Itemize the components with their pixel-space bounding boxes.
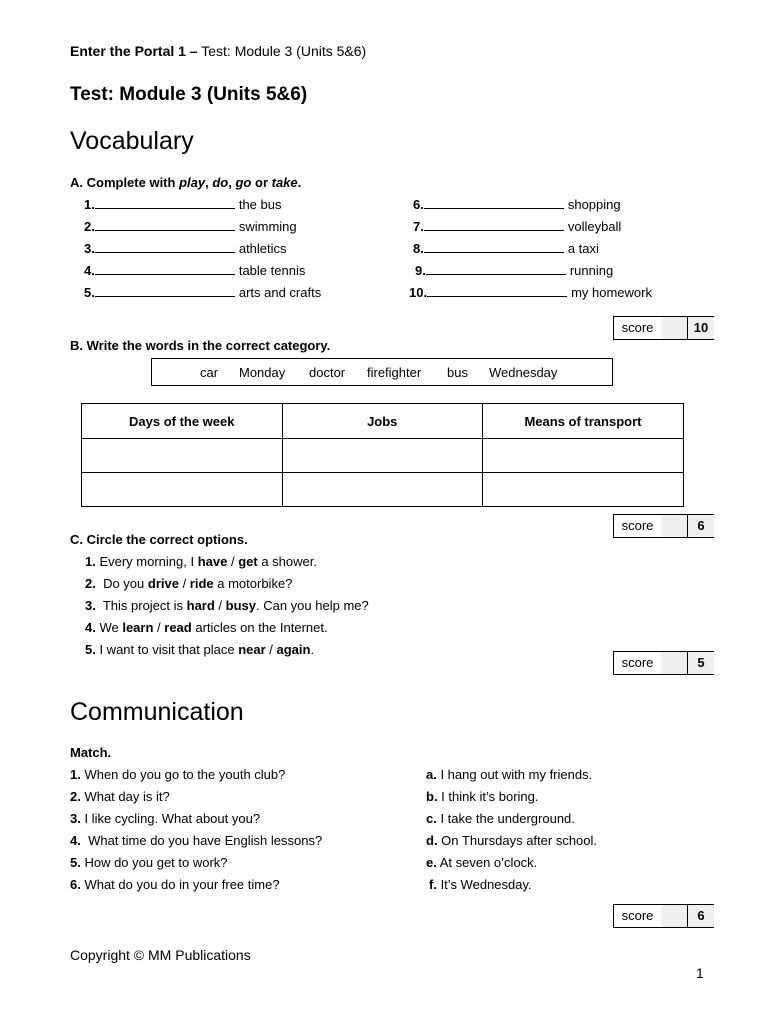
item-text: the bus bbox=[238, 197, 282, 212]
column-header: Jobs bbox=[282, 404, 482, 439]
option-a[interactable]: drive bbox=[147, 576, 179, 591]
word-item: car bbox=[200, 365, 219, 380]
question-item bbox=[70, 789, 170, 804]
part-a-item bbox=[84, 241, 287, 256]
score-label: score bbox=[614, 515, 662, 537]
score-max: 6 bbox=[688, 905, 714, 927]
item-text: swimming bbox=[238, 219, 297, 234]
item-letter: e. bbox=[426, 855, 437, 870]
score-max: 6 bbox=[688, 515, 714, 537]
option-sep: / bbox=[227, 554, 239, 569]
table-cell[interactable] bbox=[82, 473, 283, 507]
score-entry[interactable] bbox=[661, 515, 688, 537]
part-a-item bbox=[415, 263, 613, 278]
verb-play: play bbox=[179, 175, 206, 190]
item-text: . Can you help me? bbox=[256, 598, 369, 613]
part-a-item bbox=[413, 219, 621, 234]
communication-heading: Communication bbox=[70, 698, 244, 726]
item-text: my homework bbox=[571, 285, 652, 300]
answer-blank[interactable] bbox=[427, 285, 567, 297]
item-text: table tennis bbox=[238, 263, 306, 278]
table-row bbox=[82, 473, 684, 507]
part-a-item bbox=[413, 197, 621, 212]
part-a-item bbox=[84, 263, 305, 278]
part-a-item bbox=[84, 197, 282, 212]
item-letter: f. bbox=[429, 877, 437, 892]
page-title: Test: Module 3 (Units 5&6) bbox=[70, 84, 308, 105]
item-number: 6. bbox=[413, 197, 424, 212]
verb-take: take bbox=[271, 175, 298, 190]
item-number: 5. bbox=[85, 642, 96, 657]
part-c-instruction: C. Circle the correct options. bbox=[70, 532, 248, 547]
item-text: a taxi bbox=[567, 241, 599, 256]
answer-blank[interactable] bbox=[424, 219, 564, 231]
answer-blank[interactable] bbox=[95, 197, 235, 209]
category-table bbox=[81, 403, 684, 507]
option-b[interactable]: busy bbox=[225, 598, 256, 613]
word-item: bus bbox=[447, 365, 468, 380]
item-text: What time do you have English lessons? bbox=[80, 833, 323, 848]
part-a-item bbox=[413, 241, 599, 256]
copyright-notice: Copyright © MM Publications bbox=[70, 947, 251, 963]
score-entry[interactable] bbox=[661, 905, 688, 927]
option-b[interactable]: get bbox=[238, 554, 258, 569]
item-number: 3. bbox=[85, 598, 96, 613]
item-letter: d. bbox=[426, 833, 438, 848]
table-cell[interactable] bbox=[82, 439, 283, 473]
item-text: athletics bbox=[238, 241, 287, 256]
score-box-communication bbox=[613, 904, 714, 928]
sep-comma-2: , bbox=[228, 175, 232, 190]
test-label: Test: Module 3 (Units 5&6) bbox=[201, 43, 367, 59]
option-b[interactable]: ride bbox=[189, 576, 214, 591]
item-number: 2. bbox=[85, 576, 96, 591]
score-box-a bbox=[613, 316, 714, 340]
item-number: 4. bbox=[70, 833, 81, 848]
part-a-item bbox=[84, 219, 297, 234]
score-label: score bbox=[614, 905, 662, 927]
column-header: Means of transport bbox=[482, 404, 683, 439]
question-item bbox=[70, 833, 322, 848]
item-text: . bbox=[310, 642, 315, 657]
option-b[interactable]: again bbox=[276, 642, 311, 657]
item-number: 5. bbox=[70, 855, 81, 870]
item-number: 3. bbox=[84, 241, 95, 256]
item-number: 7. bbox=[413, 219, 424, 234]
answer-blank[interactable] bbox=[95, 263, 235, 275]
item-text: articles on the Internet. bbox=[191, 620, 328, 635]
answer-item bbox=[426, 855, 537, 870]
table-cell[interactable] bbox=[282, 439, 482, 473]
item-text: I take the underground. bbox=[436, 811, 575, 826]
item-number: 5. bbox=[84, 285, 95, 300]
item-text: a motorbike? bbox=[213, 576, 293, 591]
score-max: 10 bbox=[688, 317, 714, 339]
table-row bbox=[82, 439, 684, 473]
option-sep: / bbox=[214, 598, 226, 613]
part-c-item bbox=[85, 576, 292, 591]
item-text: What do you do in your free time? bbox=[80, 877, 280, 892]
option-a[interactable]: have bbox=[197, 554, 228, 569]
item-text: I want to visit that place bbox=[95, 642, 239, 657]
option-sep: / bbox=[153, 620, 165, 635]
item-text: I hang out with my friends. bbox=[436, 767, 593, 782]
option-a[interactable]: learn bbox=[122, 620, 154, 635]
match-instruction: Match. bbox=[70, 745, 112, 760]
part-c-item bbox=[85, 620, 328, 635]
question-item bbox=[70, 767, 285, 782]
vocabulary-heading: Vocabulary bbox=[70, 127, 194, 155]
part-c-item bbox=[85, 598, 369, 613]
series-label: Enter the Portal 1 – bbox=[70, 43, 198, 59]
part-b-instruction: B. Write the words in the correct category. bbox=[70, 338, 331, 353]
sep-or: or bbox=[255, 175, 268, 190]
word-item: firefighter bbox=[367, 365, 422, 380]
part-a-instruction bbox=[70, 175, 301, 190]
score-box-b bbox=[613, 514, 714, 538]
answer-item bbox=[426, 833, 597, 848]
score-entry[interactable] bbox=[661, 317, 688, 339]
item-text: a shower. bbox=[257, 554, 317, 569]
table-cell[interactable] bbox=[482, 439, 683, 473]
item-text: I think it’s boring. bbox=[437, 789, 539, 804]
answer-blank[interactable] bbox=[424, 197, 564, 209]
part-a-prefix: A. Complete with bbox=[70, 175, 176, 190]
word-item: Wednesday bbox=[489, 365, 558, 380]
question-item bbox=[70, 855, 228, 870]
item-number: 4. bbox=[84, 263, 95, 278]
item-text: Do you bbox=[95, 576, 148, 591]
item-number: 6. bbox=[70, 877, 81, 892]
item-number: 2. bbox=[70, 789, 81, 804]
word-item: Monday bbox=[239, 365, 286, 380]
answer-item bbox=[426, 767, 592, 782]
part-c-item bbox=[85, 554, 317, 569]
table-cell[interactable] bbox=[482, 473, 683, 507]
answer-blank[interactable] bbox=[95, 285, 235, 297]
item-text: It’s Wednesday. bbox=[436, 877, 532, 892]
item-number: 1. bbox=[84, 197, 95, 212]
score-entry[interactable] bbox=[661, 652, 688, 674]
item-text: running bbox=[569, 263, 614, 278]
score-label: score bbox=[614, 317, 662, 339]
item-letter: b. bbox=[426, 789, 438, 804]
page-number: 1 bbox=[696, 965, 704, 981]
option-sep: / bbox=[178, 576, 190, 591]
verb-do: do bbox=[212, 175, 229, 190]
item-number: 2. bbox=[84, 219, 95, 234]
item-text: arts and crafts bbox=[238, 285, 322, 300]
score-max: 5 bbox=[688, 652, 714, 674]
item-text: This project is bbox=[95, 598, 187, 613]
question-item bbox=[70, 811, 260, 826]
item-text: I like cycling. What about you? bbox=[80, 811, 261, 826]
item-letter: a. bbox=[426, 767, 437, 782]
score-label: score bbox=[614, 652, 662, 674]
table-cell[interactable] bbox=[282, 473, 482, 507]
answer-blank[interactable] bbox=[424, 241, 564, 253]
part-c-item bbox=[85, 642, 314, 657]
answer-blank[interactable] bbox=[426, 263, 566, 275]
sep-end: . bbox=[297, 175, 302, 190]
sep-comma-1: , bbox=[205, 175, 209, 190]
item-text: When do you go to the youth club? bbox=[80, 767, 286, 782]
item-text: volleyball bbox=[567, 219, 622, 234]
option-a[interactable]: hard bbox=[186, 598, 215, 613]
word-box bbox=[151, 358, 613, 386]
verb-go: go bbox=[235, 175, 252, 190]
item-number: 1. bbox=[85, 554, 96, 569]
running-header bbox=[70, 43, 366, 59]
item-text: What day is it? bbox=[80, 789, 170, 804]
column-header: Days of the week bbox=[82, 404, 283, 439]
item-number: 1. bbox=[70, 767, 81, 782]
word-item: doctor bbox=[309, 365, 346, 380]
item-letter: c. bbox=[426, 811, 437, 826]
option-sep: / bbox=[265, 642, 277, 657]
item-text: How do you get to work? bbox=[80, 855, 228, 870]
answer-item bbox=[426, 811, 575, 826]
table-header-row bbox=[82, 404, 684, 439]
score-box-c bbox=[613, 651, 714, 675]
item-text: shopping bbox=[567, 197, 621, 212]
part-a-item bbox=[409, 285, 652, 300]
item-text: Every morning, I bbox=[95, 554, 198, 569]
option-b[interactable]: read bbox=[164, 620, 192, 635]
item-number: 4. bbox=[85, 620, 96, 635]
answer-blank[interactable] bbox=[95, 219, 235, 231]
item-number: 9. bbox=[415, 263, 426, 278]
answer-item bbox=[429, 877, 532, 892]
part-a-item bbox=[84, 285, 321, 300]
item-number: 3. bbox=[70, 811, 81, 826]
item-text: At seven o’clock. bbox=[436, 855, 538, 870]
item-number: 8. bbox=[413, 241, 424, 256]
item-text: We bbox=[95, 620, 123, 635]
answer-item bbox=[426, 789, 538, 804]
option-a[interactable]: near bbox=[238, 642, 266, 657]
item-number: 10. bbox=[409, 285, 428, 300]
answer-blank[interactable] bbox=[95, 241, 235, 253]
item-text: On Thursdays after school. bbox=[437, 833, 598, 848]
question-item bbox=[70, 877, 280, 892]
